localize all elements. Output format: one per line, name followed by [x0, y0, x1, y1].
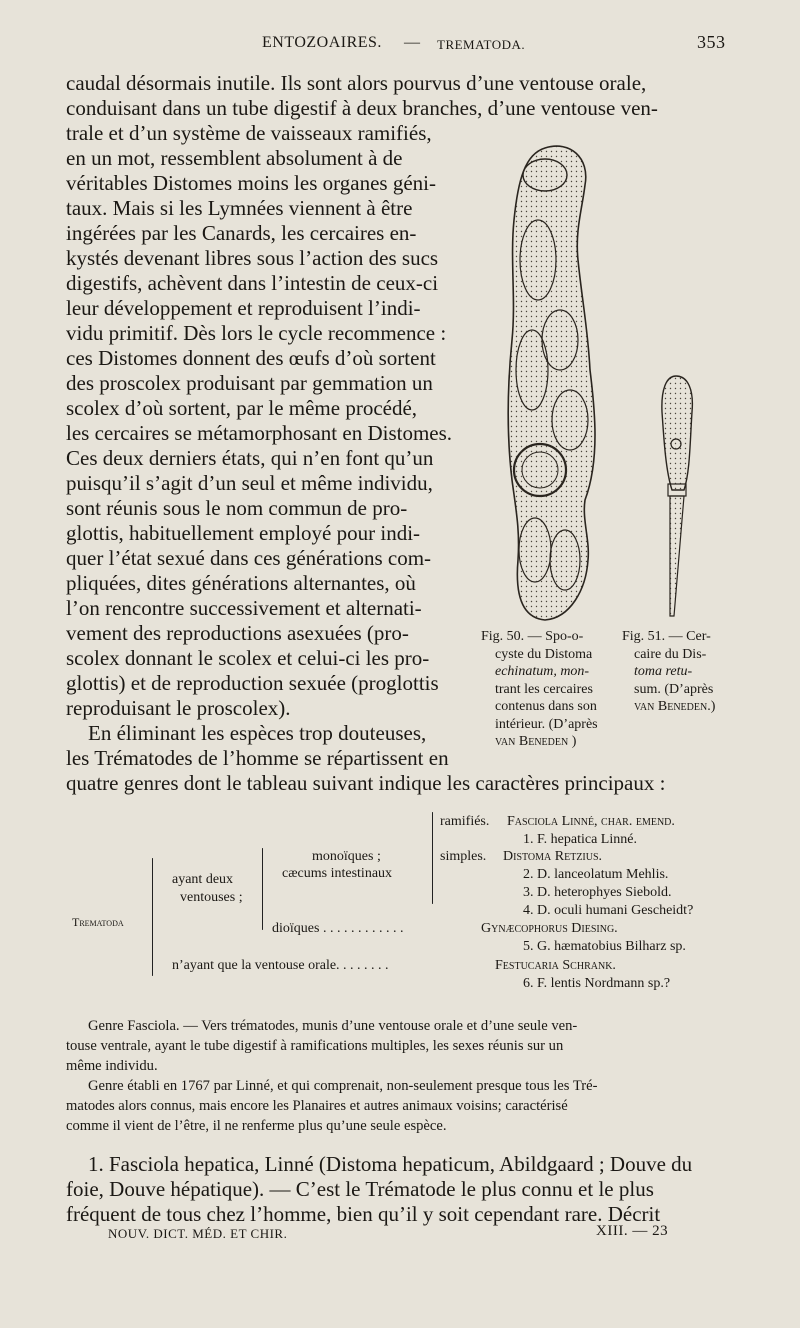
caption-line: cyste du Distoma: [495, 646, 593, 662]
text-line: vement des reproductions asexuées (pro-: [66, 621, 409, 645]
table-one-sucker: n’ayant que la ventouse orale. . . . . . . .: [172, 958, 389, 973]
text-line: leur développement et reproduisent l’indi-: [66, 296, 421, 320]
text-line: les Trématodes de l’homme se répartissent en: [66, 746, 449, 770]
genus-distoma: Distoma Retzius.: [503, 849, 603, 864]
text-line: taux. Mais si les Lymnées viennent à être: [66, 196, 413, 220]
text-line: Genre établi en 1767 par Linné, et qui comprenait, non-seulement presque tous les Tré-: [88, 1078, 598, 1094]
page-number: 353: [697, 32, 726, 52]
brace-sexes: [262, 848, 263, 930]
species-1: 1. F. hepatica Linné.: [523, 832, 637, 847]
caption-line: van Beneden ): [495, 734, 577, 749]
genus-festucaria: Festucaria Schrank.: [495, 958, 616, 973]
genus-gynaecophorus: Gynæcophorus Diesing.: [481, 921, 618, 936]
table-dioiques: dioïques . . . . . . . . . . . .: [272, 921, 404, 936]
text-line: puisqu’il s’agit d’un seul et même individu,: [66, 471, 433, 495]
table-two-suckers: ayant deux: [172, 872, 234, 887]
text-line: fréquent de tous chez l’homme, bien qu’il y soit cependant rare. Décrit: [66, 1202, 661, 1226]
caption-line: Fig. 51. — Cer-: [622, 629, 711, 644]
table-root: Trematoda: [72, 915, 124, 929]
text-line: ces Distomes donnent des œufs d’où sortent: [66, 346, 436, 370]
caption-line: van Beneden.): [634, 699, 716, 714]
text-line: foie, Douve hépatique). — C’est le Trématode le plus connu et le plus: [66, 1177, 654, 1201]
text-line: quatre genres dont le tableau suivant indique les caractères principaux :: [66, 771, 666, 795]
text-line: reproduisant le proscolex).: [66, 696, 291, 720]
brace-root: [152, 858, 153, 976]
text-line: En éliminant les espèces trop douteuses,: [88, 721, 427, 745]
cercaria-illustration: [654, 372, 704, 622]
species-6: 6. F. lentis Nordmann sp.?: [523, 976, 671, 991]
table-caecums: cæcums intestinaux: [282, 866, 393, 881]
text-line: matodes alors connus, mais encore les Planaires et autres animaux voisins; caractérisé: [66, 1098, 568, 1114]
text-line: vidu primitif. Dès lors le cycle recommence :: [66, 321, 447, 345]
text-line: Ces deux derniers états, qui n’en font qu’un: [66, 446, 434, 470]
text-line: Genre Fasciola. — Vers trématodes, munis d’une ventouse orale et d’une seule ven-: [88, 1018, 578, 1034]
text-line: glottis, habituellement employé pour indi-: [66, 521, 421, 545]
footer-left: NOUV. DICT. MÉD. ET CHIR.: [108, 1226, 288, 1241]
text-line: des proscolex produisant par gemmation un: [66, 371, 433, 395]
fig50-caption: [481, 628, 598, 751]
caption-line: sum. (D’après: [634, 681, 714, 697]
text-line: 1. Fasciola hepatica, Linné (Distoma hepaticum, Abildgaard ; Douve du: [88, 1152, 693, 1176]
text-line: digestifs, achèvent dans l’intestin de ceux-ci: [66, 271, 439, 295]
text-line: l’on rencontre successivement et alternati-: [66, 596, 422, 620]
text-line: les cercaires se métamorphosant en Distomes.: [66, 421, 453, 445]
running-head-separator: —: [404, 34, 421, 51]
species-3: 3. D. heterophyes Siebold.: [523, 885, 672, 900]
text-line: scolex donnant le scolex et celui-ci les pro-: [66, 646, 430, 670]
species-4: 4. D. oculi humani Gescheidt?: [523, 903, 694, 918]
text-line: en un mot, ressemblent absolument à de: [66, 146, 403, 170]
text-line: scolex d’où sortent, par le même procédé,: [66, 396, 418, 420]
running-head-subtitle: TREMATODA.: [437, 37, 526, 52]
species-5: 5. G. hæmatobius Bilharz sp.: [523, 939, 686, 954]
caption-line: Fig. 50. — Spo-o-: [481, 629, 584, 644]
text-line: comme il vient de l’être, il ne renferme plus qu’une seule espèce.: [66, 1118, 447, 1134]
text-line: quer l’état sexué dans ces générations com-: [66, 546, 432, 570]
table-two-suckers: ventouses ;: [180, 890, 243, 905]
text-line: conduisant dans un tube digestif à deux branches, d’une ventouse ven-: [66, 96, 658, 120]
text-line: caudal désormais inutile. Ils sont alors pourvus d’une ventouse orale,: [66, 71, 647, 95]
caption-line: echinatum, mon-: [495, 664, 590, 679]
text-line: glottis) et de reproduction sexuée (proglottis: [66, 671, 439, 695]
text-line: ingérées par les Canards, les cercaires en-: [66, 221, 417, 245]
text-line: pliquées, dites générations alternantes, où: [66, 571, 416, 595]
caption-line: contenus dans son: [495, 699, 597, 714]
genus-fasciola: Fasciola Linné, char. emend.: [507, 814, 675, 829]
sporocyst-illustration: [490, 140, 620, 628]
caption-line: caire du Dis-: [634, 646, 707, 662]
caption-line: trant les cercaires: [495, 681, 593, 697]
text-line: même individu.: [66, 1058, 158, 1074]
text-line: touse ventrale, ayant le tube digestif à ramifications multiples, les sexes réunis sur un: [66, 1038, 564, 1054]
caption-line: intérieur. (D’après: [495, 716, 598, 732]
table-ramifies: ramifiés.: [440, 814, 490, 829]
table-monoiques: monoïques ;: [312, 849, 381, 864]
footer-right: XIII. — 23: [596, 1223, 669, 1239]
text-line: kystés devenant libres sous l’action des sucs: [66, 246, 439, 270]
species-2: 2. D. lanceolatum Mehlis.: [523, 867, 669, 882]
caption-line: toma retu-: [634, 664, 693, 679]
text-line: véritables Distomes moins les organes géni-: [66, 171, 436, 195]
text-line: sont réunis sous le nom commun de pro-: [66, 496, 408, 520]
table-simples: simples.: [440, 849, 487, 864]
fig51-caption: [622, 628, 715, 716]
text-line: trale et d’un système de vaisseaux ramifiés,: [66, 121, 432, 145]
brace-caecums: [432, 812, 433, 904]
running-head-title: ENTOZOAIRES.: [262, 34, 382, 51]
